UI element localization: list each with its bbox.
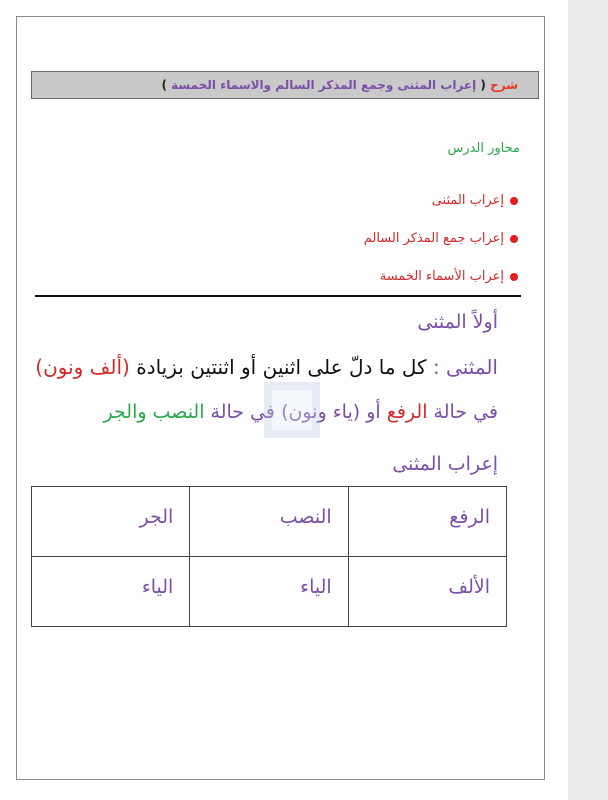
table-cell: الياء — [190, 557, 348, 627]
title-topic: إعراب المثنى وجمع المذكر السالم والاسماء الخمسة — [171, 78, 477, 92]
lesson-axes-label: محاور الدرس — [447, 141, 520, 156]
title-open-paren: ( — [480, 78, 486, 92]
title-prefix: شرح — [490, 78, 518, 92]
cases-ya-noon: (ياء ونون) — [281, 401, 361, 423]
cases-nasb-jarr: النصب والجر — [103, 401, 205, 423]
section-heading: أولاً المثنى — [417, 311, 498, 333]
bullet-icon — [510, 235, 518, 243]
cases-raf: الرفع — [386, 401, 428, 423]
irab-heading: إعراب المثنى — [392, 453, 498, 475]
title-close-paren: ) — [161, 78, 167, 92]
axes-item — [364, 258, 518, 296]
table-cell: الرفع — [348, 487, 506, 557]
side-strip — [568, 0, 608, 800]
lesson-title-bar — [31, 71, 539, 99]
cases-part3: في حالة — [210, 401, 276, 423]
cases-part1: في حالة — [433, 401, 498, 423]
axes-item-label: إعراب الأسماء الخمسة — [379, 269, 504, 284]
axes-item — [364, 182, 518, 220]
axes-item — [364, 220, 518, 258]
irab-table — [31, 486, 507, 627]
table-cell: الألف — [348, 557, 506, 627]
watermark-logo — [264, 382, 320, 438]
definition-term: المثنى : — [432, 355, 498, 379]
bullet-icon — [510, 273, 518, 281]
definition-line — [35, 355, 498, 379]
cases-part2: أو — [366, 401, 381, 423]
definition-text: كل ما دلّ على اثنين أو اثنتين بزيادة — [136, 355, 427, 379]
lesson-axes-list — [364, 182, 518, 296]
table-header-row — [32, 487, 507, 557]
definition-highlight: (ألف ونون) — [35, 355, 130, 379]
section-divider — [35, 295, 521, 297]
table-cell: الجر — [32, 487, 190, 557]
document-page — [16, 16, 545, 780]
table-row — [32, 557, 507, 627]
table-cell: الياء — [32, 557, 190, 627]
axes-item-label: إعراب المثنى — [431, 193, 504, 208]
table-cell: النصب — [190, 487, 348, 557]
axes-item-label: إعراب جمع المذكر السالم — [363, 231, 504, 246]
bullet-icon — [510, 197, 518, 205]
